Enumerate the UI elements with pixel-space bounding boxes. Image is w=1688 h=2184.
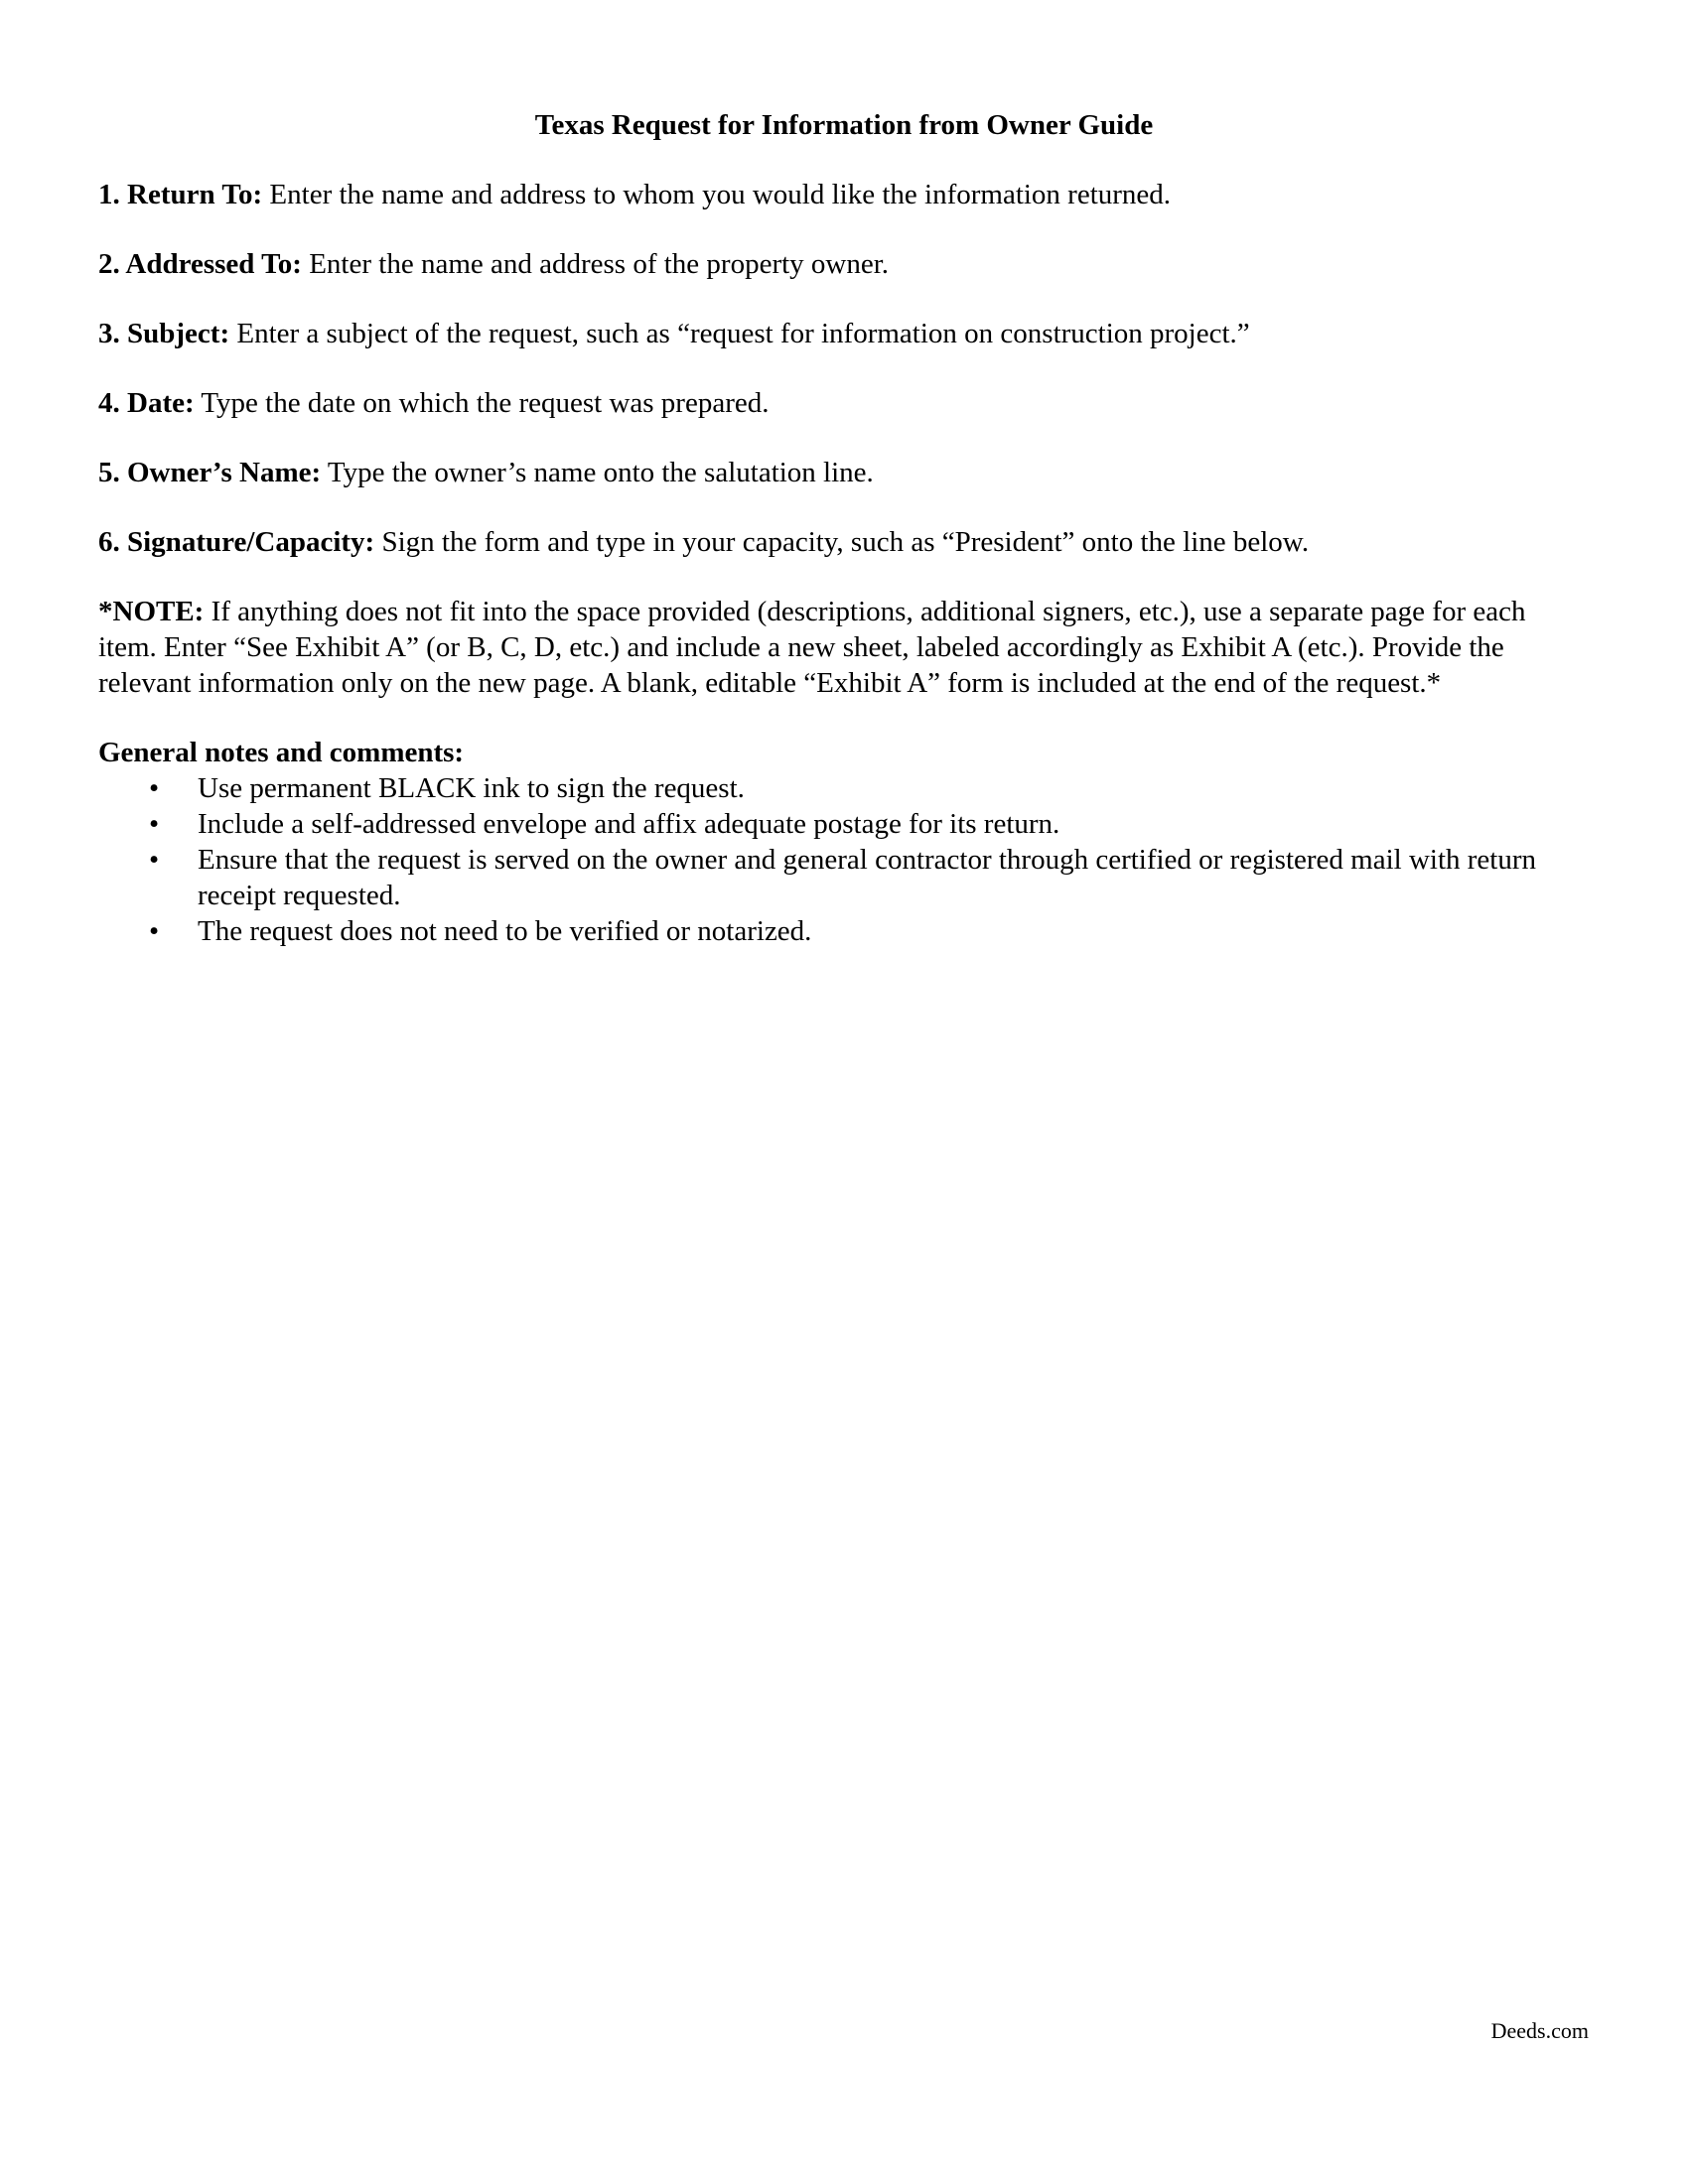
list-item-text: Use permanent BLACK ink to sign the request.	[198, 772, 745, 804]
item-text: Sign the form and type in your capacity, such as “President” onto the line below.	[374, 526, 1310, 558]
item-label: 4. Date:	[98, 387, 195, 419]
item-label: 1. Return To:	[98, 179, 263, 210]
general-notes-list	[98, 770, 1588, 949]
item-text: Enter the name and address to whom you would like the information returned.	[262, 179, 1172, 210]
list-item-text: Include a self-addressed envelope and affix adequate postage for its return.	[198, 808, 1060, 840]
exhibit-note	[98, 594, 1588, 701]
item-text: Type the owner’s name onto the salutation line.	[321, 457, 874, 488]
note-label: *NOTE:	[98, 596, 205, 627]
bullet-icon: •	[149, 808, 160, 840]
item-text: Type the date on which the request was prepared.	[194, 387, 770, 419]
general-notes-heading: General notes and comments:	[98, 737, 465, 768]
item-label: 3. Subject:	[98, 318, 230, 349]
item-text: Enter a subject of the request, such as “request for information on construction project.”	[229, 318, 1250, 349]
guide-item-date	[98, 385, 1588, 421]
list-item	[98, 770, 1588, 806]
list-item	[98, 806, 1588, 842]
list-item	[98, 913, 1588, 949]
item-label: 6. Signature/Capacity:	[98, 526, 375, 558]
page-title: Texas Request for Information from Owner Guide	[534, 109, 1154, 141]
guide-item-return-to	[98, 177, 1588, 212]
guide-body	[98, 177, 1588, 949]
item-text: Enter the name and address of the property owner.	[301, 248, 890, 280]
guide-item-addressed-to	[98, 246, 1588, 282]
bullet-icon: •	[149, 915, 160, 947]
item-label: 5. Owner’s Name:	[98, 457, 322, 488]
item-label: 2. Addressed To:	[98, 248, 302, 280]
list-item	[98, 842, 1588, 913]
guide-item-signature-capacity	[98, 524, 1588, 560]
note-text: If anything does not fit into the space provided (descriptions, additional signers, etc.), use a separate page for each item. Enter “See Exhibit A” (or B, C, D, etc.) and include a new sheet, labeled accordingly as Exhibit A (etc.). Provide the relevant information only on the new page. A blank, editable “Exhibit A” form is included at the end of the request.*	[98, 596, 1526, 699]
list-item-text: Ensure that the request is served on the owner and general contractor through certified or registered mail with return receipt requested.	[198, 844, 1537, 911]
bullet-icon: •	[149, 772, 160, 804]
guide-item-owners-name	[98, 455, 1588, 490]
guide-item-subject	[98, 316, 1588, 351]
list-item-text: The request does not need to be verified or notarized.	[198, 915, 812, 947]
bullet-icon: •	[149, 844, 160, 876]
footer-source: Deeds.com	[1490, 2018, 1589, 2043]
